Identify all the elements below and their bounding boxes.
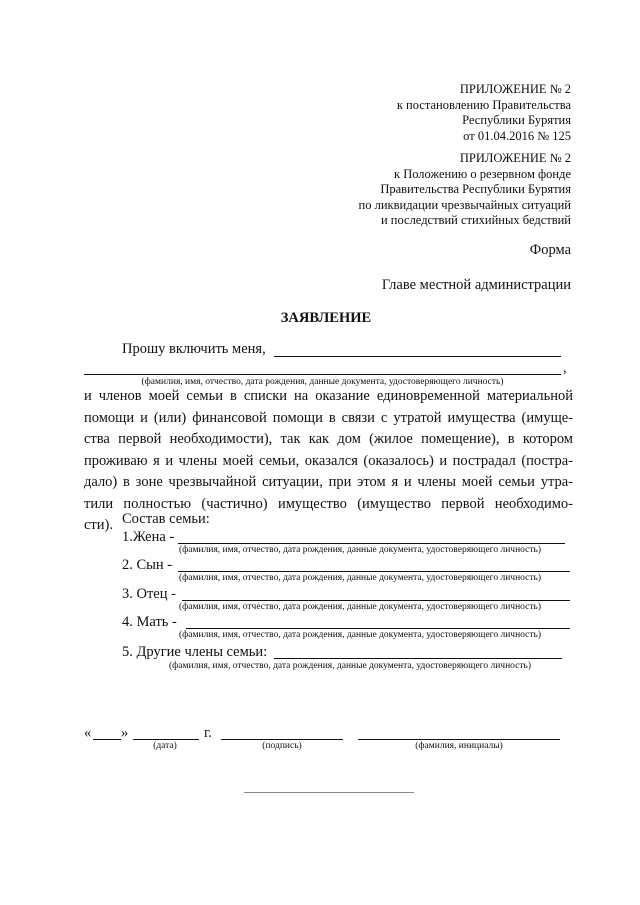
son-hint: (фамилия, имя, отчество, дата рождения, данные документа, удостоверяющего личность) (178, 573, 542, 583)
document-title: ЗАЯВЛЕНИЕ (280, 310, 372, 326)
name-initials-field[interactable] (358, 739, 560, 740)
son-field[interactable] (178, 571, 570, 572)
appendix-header-1 (397, 82, 571, 144)
body-line: сти). (84, 517, 113, 533)
applicant-hint: (фамилия, имя, отчество, дата рождения, данные документа, удостоверяющего личность) (141, 377, 504, 387)
appendix-line: Республики Бурятия (462, 113, 571, 127)
family-label-wife: 1.Жена - (122, 529, 175, 545)
mother-field[interactable] (186, 628, 570, 629)
day-field[interactable] (93, 739, 121, 740)
body-line: дало) в зоне чрезвычайной ситуации, при этом я и члены моей семьи утра- (84, 474, 573, 490)
appendix-line: к постановлению Правительства (396, 97, 571, 112)
others-hint: (фамилия, имя, отчество, дата рождения, данные документа, удостоверяющего личность) (168, 661, 532, 671)
wife-field[interactable] (178, 543, 565, 544)
name-hint: (фамилия, инициалы) (415, 741, 503, 751)
family-label-mother: 4. Мать - (122, 614, 177, 630)
addressee: Главе местной администрации (381, 277, 571, 293)
date-quote-open: « (84, 725, 92, 741)
appendix-line: и последствий стихийных бедствий (380, 213, 571, 227)
appendix-title: ПРИЛОЖЕНИЕ № 2 (459, 151, 571, 165)
family-label-son: 2. Сын - (122, 557, 173, 573)
applicant-details-field[interactable] (84, 374, 561, 375)
body-line: ства первой необходимости), так как дом (жилое помещение), в котором (84, 431, 573, 447)
appendix-line: по ликвидации чрезвычайных ситуаций (358, 197, 571, 212)
appendix-line: к Положению о резервном фонде (394, 166, 571, 181)
body-line: тили полностью (частично) имущество (имущество первой необходимо- (84, 495, 573, 512)
mother-hint: (фамилия, имя, отчество, дата рождения, данные документа, удостоверяющего личность) (178, 630, 542, 640)
bottom-divider (244, 792, 414, 793)
wife-hint: (фамилия, имя, отчество, дата рождения, данные документа, удостоверяющего личность) (178, 545, 542, 555)
appendix-title: ПРИЛОЖЕНИЕ № 2 (459, 82, 571, 96)
form-label: Форма (529, 242, 571, 258)
date-quote-close: » (121, 725, 129, 741)
signature-hint: (подпись) (262, 741, 302, 751)
comma: , (563, 360, 567, 376)
family-label-father: 3. Отец - (122, 586, 176, 602)
father-hint: (фамилия, имя, отчество, дата рождения, данные документа, удостоверяющего личность) (178, 602, 542, 612)
appendix-header-2 (359, 151, 571, 229)
signature-field[interactable] (221, 739, 343, 740)
appendix-line: от 01.04.2016 № 125 (463, 128, 571, 143)
others-field[interactable] (274, 658, 562, 659)
request-intro: Прошу включить меня, (122, 341, 266, 357)
year-suffix: г. (204, 725, 212, 741)
body-line: помощи и (или) финансовой помощи в связи с утратой имущества (имуще- (84, 409, 573, 426)
appendix-line: Правительства Республики Бурятия (380, 182, 571, 196)
body-line: проживаю я и члены моей семьи, оказался (оказалось) и пострадал (постра- (84, 452, 573, 469)
month-field[interactable] (133, 739, 199, 740)
father-field[interactable] (182, 600, 570, 601)
body-line: и членов моей семьи в списки на оказание единовременной материальной (84, 388, 573, 404)
family-label-others: 5. Другие члены семьи: (122, 644, 268, 660)
date-hint: (дата) (153, 741, 177, 751)
applicant-name-field[interactable] (274, 356, 561, 357)
family-heading: Состав семьи: (122, 511, 210, 527)
